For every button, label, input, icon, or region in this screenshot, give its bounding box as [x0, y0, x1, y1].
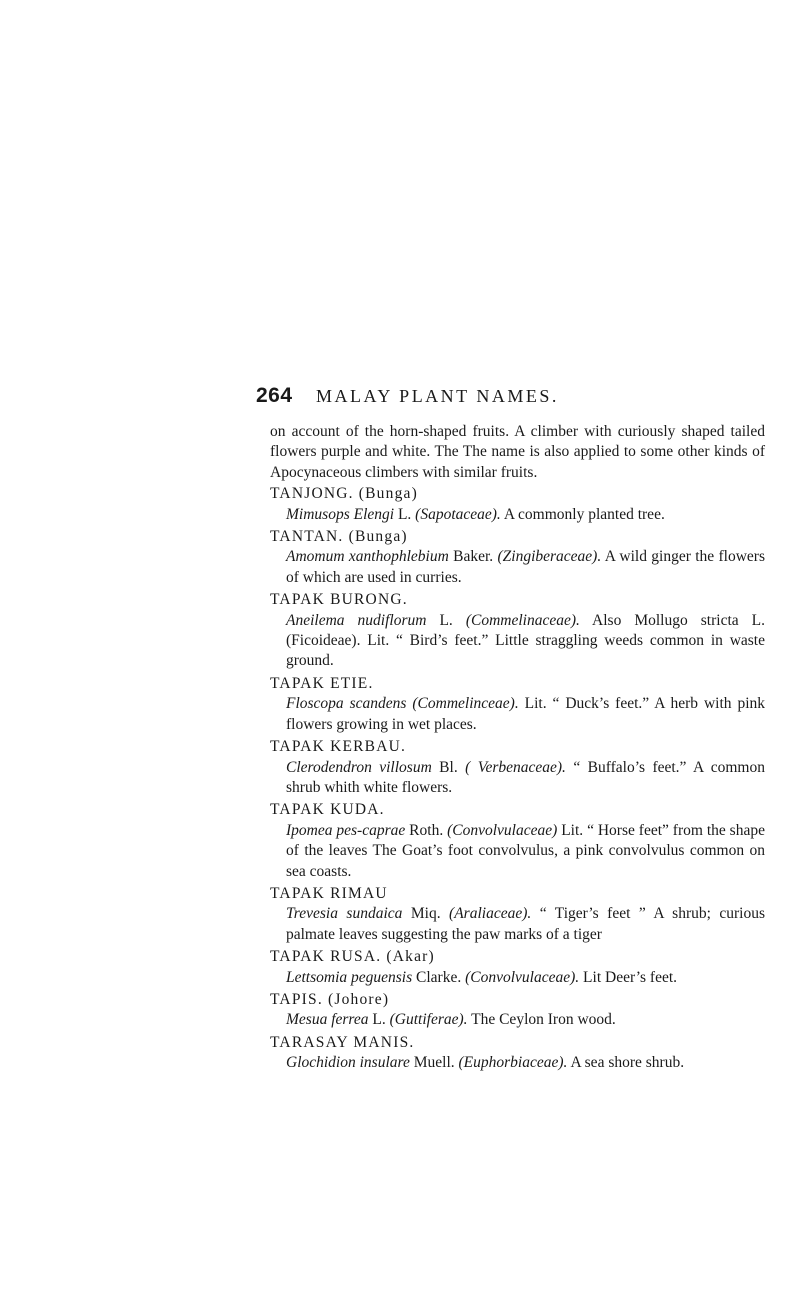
- entry-tapak-etie: [270, 674, 765, 735]
- plant-family: (Commelinaceae).: [465, 611, 580, 629]
- authority: Baker.: [448, 548, 498, 566]
- entry-description: [270, 758, 765, 799]
- authority: Roth.: [405, 821, 448, 839]
- page-number: 264: [256, 384, 293, 407]
- entry-tapak-kerbau: [270, 737, 765, 798]
- entry-note: A sea shore shrub.: [567, 1054, 685, 1072]
- authority: Bl.: [431, 758, 466, 776]
- plant-family: (Araliaceae).: [449, 905, 532, 923]
- entry-headword: TARASAY MANIS.: [270, 1033, 415, 1051]
- scientific-name: Glochidion insulare: [286, 1054, 410, 1072]
- entry-headword: TAPAK KUDA.: [270, 801, 385, 819]
- entry-headword: TANTAN. (Bunga): [270, 528, 408, 546]
- entry-tarasay-manis: [270, 1033, 765, 1074]
- entry-headword: TAPAK KERBAU.: [270, 738, 407, 756]
- continuation-paragraph: on account of the horn-shaped fruits. A climber with curiously shaped tailed flowers purple and white. The The name is also applied to some other kinds of Apocynaceous climbers with similar fruits.: [270, 423, 765, 481]
- entry-note: Lit. “ Duck’s feet.” A herb with pink flowers growing in wet places.: [286, 695, 766, 733]
- plant-family: (Convolvulaceae).: [465, 968, 580, 986]
- entry-headword: TAPAK BURONG.: [270, 591, 408, 609]
- entry-description: [270, 505, 765, 525]
- entry-tapis: [270, 990, 765, 1031]
- entry-note: Lit Deer’s feet.: [579, 968, 678, 986]
- entry-note: “ Buffalo’s feet.” A common shrub whith white flowers.: [286, 758, 765, 796]
- entry-description: [270, 821, 765, 882]
- plant-family: (Guttiferae).: [389, 1011, 468, 1029]
- authority: Miq.: [402, 905, 450, 923]
- entry-tapak-kuda: [270, 800, 765, 882]
- plant-family: ( Verbenaceae).: [465, 758, 566, 776]
- entry-note: The Ceylon Iron wood.: [467, 1011, 616, 1029]
- entry-description: [270, 968, 765, 988]
- entry-tapak-rusa: [270, 947, 765, 988]
- scientific-name: Aneilema nudiflorum: [286, 611, 427, 629]
- entry-note: Lit. “ Horse feet” from the shape of the leaves The Goat’s foot convolvulus, a pink convolvulus common on sea coasts.: [286, 821, 765, 880]
- scientific-name: Ipomea pes-caprae: [286, 821, 406, 839]
- entry-description: [270, 547, 765, 588]
- plant-family: (Zingiberaceae).: [497, 548, 602, 566]
- entry-tapak-burong: [270, 590, 765, 672]
- entry-description: [270, 694, 765, 735]
- entry-note: Also Mollugo stricta L. (Ficoideae). Lit. “ Bird’s feet.” Little straggling weeds common in waste ground.: [286, 611, 765, 670]
- plant-family: (Sapotaceae).: [415, 505, 501, 523]
- entry-description: [270, 904, 765, 945]
- entry-note: A commonly planted tree.: [500, 505, 665, 523]
- authority: L.: [426, 611, 466, 629]
- entry-note: “ Tiger’s feet ” A shrub; curious palmate leaves suggesting the paw marks of a tiger: [286, 905, 766, 943]
- authority: L.: [368, 1011, 390, 1029]
- entry-description: [270, 611, 765, 672]
- authority: Clarke.: [412, 968, 466, 986]
- scientific-name: Clerodendron villosum: [286, 758, 432, 776]
- scientific-name: Amomum xanthophlebium: [286, 548, 449, 566]
- scientific-name: Floscopa scandens: [286, 695, 407, 713]
- glossary-body: [270, 422, 765, 1076]
- entry-headword: TANJONG. (Bunga): [270, 485, 418, 503]
- entry-tantan: [270, 527, 765, 588]
- running-head: MALAY PLANT NAMES.: [316, 386, 559, 406]
- plant-family: (Commelinceae).: [412, 695, 519, 713]
- plant-family: (Euphorbiaceae).: [458, 1054, 568, 1072]
- authority: Muell.: [409, 1054, 459, 1072]
- authority: L.: [394, 505, 416, 523]
- entry-headword: TAPAK ETIE.: [270, 674, 374, 692]
- plant-family: (Convolvulaceae): [447, 821, 558, 839]
- entry-tapak-rimau: [270, 884, 765, 945]
- entry-headword: TAPAK RIMAU: [270, 884, 388, 902]
- entry-headword: TAPAK RUSA. (Akar): [270, 948, 435, 966]
- page-header: [256, 384, 776, 416]
- scientific-name: Trevesia sundaica: [286, 905, 403, 923]
- entry-description: [270, 1053, 765, 1073]
- scientific-name: Mimusops Elengi: [286, 505, 395, 523]
- entry-description: [270, 1010, 765, 1030]
- scientific-name: Lettsomia peguensis: [286, 968, 413, 986]
- scientific-name: Mesua ferrea: [286, 1011, 369, 1029]
- entry-headword: TAPIS. (Johore): [270, 990, 390, 1008]
- entry-note: A wild ginger the flowers of which are used in curries.: [286, 548, 765, 586]
- entry-tanjong: [270, 484, 765, 525]
